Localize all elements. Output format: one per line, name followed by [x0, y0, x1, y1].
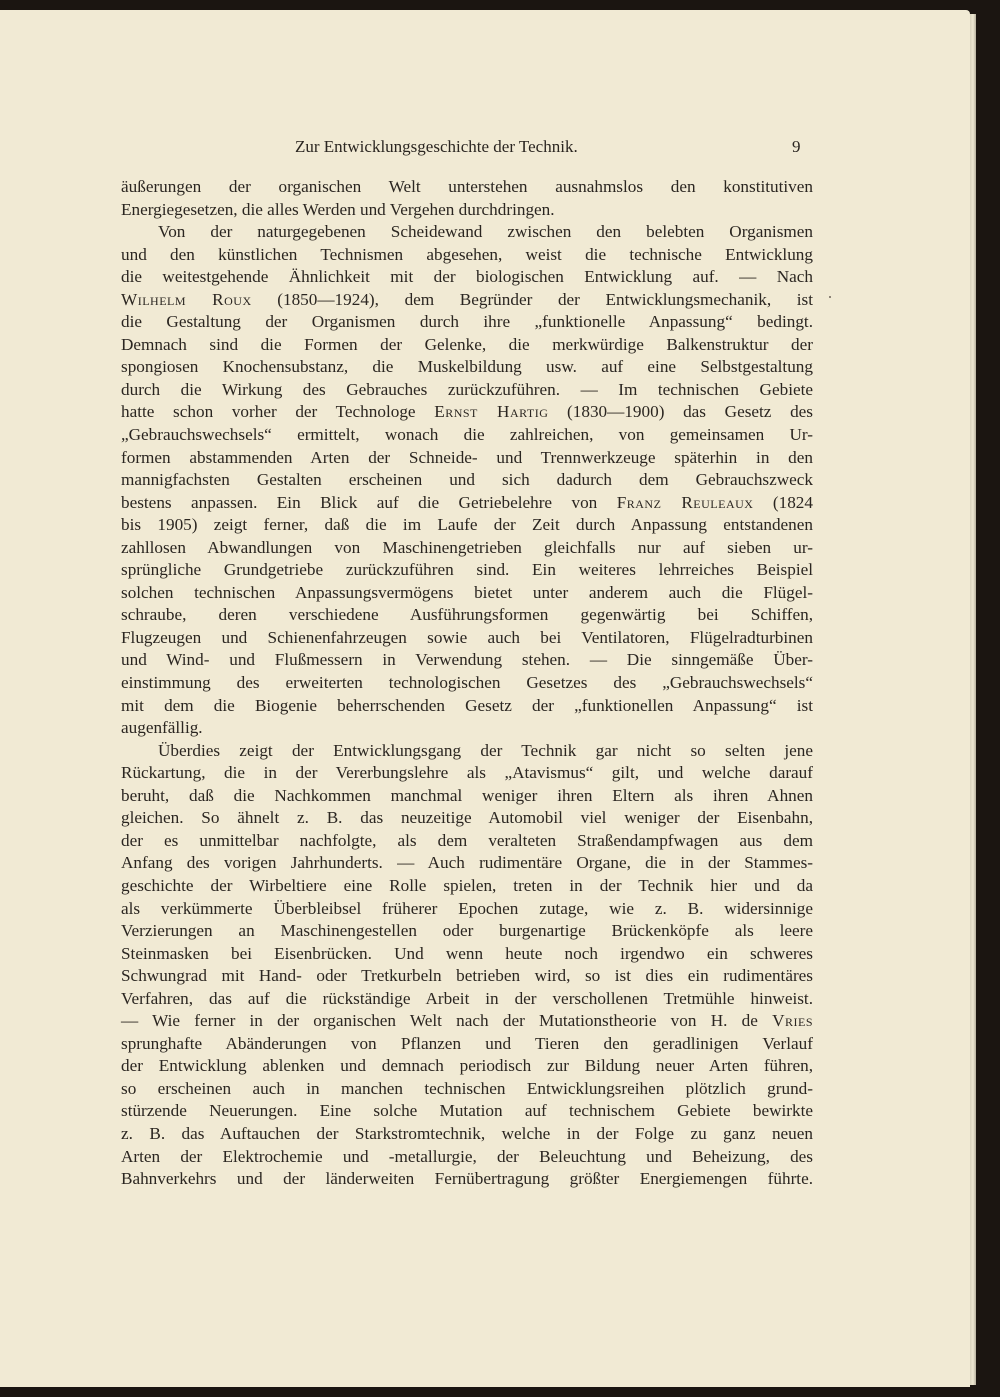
text-line	[121, 244, 813, 267]
text-segment: bis 1905) zeigt ferner, daß die im Laufe der Zeit durch Anpassung entstandenen	[121, 515, 813, 535]
text-line	[121, 943, 813, 966]
text-segment: solchen technischen Anpassungsvermögens bietet unter anderem auch die Flügel-	[121, 582, 813, 602]
page-edge	[970, 14, 976, 1385]
text-segment: zahllosen Abwandlungen von Maschinengetrieben gleichfalls nur auf sieben ur-	[121, 537, 813, 557]
text-line	[121, 492, 813, 515]
paper-speck	[829, 296, 831, 298]
text-line	[121, 1146, 813, 1169]
text-segment: Rückartung, die in der Vererbungslehre als „Atavismus“ gilt, und welche darauf	[121, 763, 813, 783]
page-number: 9	[792, 137, 801, 156]
text-line	[121, 875, 813, 898]
text-segment: einstimmung des erweiterten technologischen Gesetzes des „Gebrauchswechsels“	[121, 673, 813, 693]
text-line	[121, 424, 813, 447]
text-line	[121, 965, 813, 988]
text-line	[121, 311, 813, 334]
text-segment: und Wind- und Flußmessern in Verwendung stehen. — Die sinngemäße Über-	[121, 650, 813, 670]
text-line	[121, 199, 813, 222]
text-line	[121, 1010, 813, 1033]
running-header	[120, 137, 820, 159]
person-name: Franz Reuleaux	[616, 492, 754, 512]
text-segment: sprunghafte Abänderungen von Pflanzen und Tieren den geradlinigen Verlauf	[121, 1033, 813, 1053]
text-line	[121, 1078, 813, 1101]
text-line	[121, 1100, 813, 1123]
text-segment: Demnach sind die Formen der Gelenke, die merkwürdige Balkenstruktur der	[121, 334, 813, 354]
text-segment: Bahnverkehrs und der länderweiten Fernübertragung größter Energiemengen führte.	[121, 1169, 813, 1189]
text-segment: durch die Wirkung des Gebrauches zurückzuführen. — Im technischen Gebiete	[121, 379, 813, 399]
text-line	[121, 1123, 813, 1146]
text-segment: Arten der Elektrochemie und -metallurgie, der Beleuchtung und Beheizung, des	[121, 1146, 813, 1166]
body-text	[121, 176, 813, 1191]
text-segment: schraube, deren verschiedene Ausführungsformen gegenwärtig bei Schiffen,	[121, 605, 813, 625]
text-line	[121, 176, 813, 199]
text-segment: Verfahren, das auf die rückständige Arbeit in der verschollenen Tretmühle hinweist.	[121, 988, 813, 1008]
text-segment: der Entwicklung ablenken und demnach periodisch zur Bildung neuer Arten führen,	[121, 1056, 813, 1076]
text-line	[121, 266, 813, 289]
text-segment: bestens anpassen. Ein Blick auf die Getriebelehre von	[121, 492, 617, 512]
text-line	[121, 1033, 813, 1056]
text-segment: sprüngliche Grundgetriebe zurückzuführen sind. Ein weiteres lehrreiches Beispiel	[121, 560, 813, 580]
text-segment: gleichen. So ähnelt z. B. das neuzeitige Automobil viel weniger der Eisenbahn,	[121, 808, 813, 828]
text-segment: äußerungen der organischen Welt unterstehen ausnahmslos den konstitutiven	[121, 177, 813, 196]
text-segment: Flugzeugen und Schienenfahrzeugen sowie auch bei Ventilatoren, Flügelradturbinen	[121, 627, 813, 647]
text-line	[121, 379, 813, 402]
text-segment: hatte schon vorher der Technologe	[121, 402, 435, 422]
text-line	[121, 627, 813, 650]
text-segment: Überdies zeigt der Entwicklungsgang der Technik gar nicht so selten jene	[158, 740, 813, 760]
text-line	[121, 356, 813, 379]
text-line	[121, 401, 813, 424]
text-segment: der es unmittelbar nachfolgte, als dem veralteten Straßendampfwagen aus dem	[121, 830, 813, 850]
text-line	[121, 920, 813, 943]
text-segment: als verkümmerte Überbleibsel früherer Epochen zutage, wie z. B. widersinnige	[121, 898, 813, 918]
text-line	[121, 582, 813, 605]
person-name: Vries	[772, 1011, 813, 1031]
text-line	[121, 289, 813, 312]
text-line	[121, 559, 813, 582]
text-segment: Steinmasken bei Eisenbrücken. Und wenn heute noch irgendwo ein schweres	[121, 943, 813, 963]
text-segment: Schwungrad mit Hand- oder Tretkurbeln betrieben wird, so ist dies ein rudimentäres	[121, 966, 813, 986]
text-segment: die weitestgehende Ähnlichkeit mit der biologischen Entwicklung auf. — Nach	[121, 267, 813, 287]
text-segment: (1850—1924), dem Begründer der Entwicklungsmechanik, ist	[251, 289, 813, 309]
text-segment: Anfang des vorigen Jahrhunderts. — Auch rudimentäre Organe, die in der Stammes-	[121, 853, 813, 873]
text-segment: die Gestaltung der Organismen durch ihre „funktionelle Anpassung“ bedingt.	[121, 312, 813, 332]
text-line	[121, 717, 813, 740]
text-line	[121, 672, 813, 695]
text-line	[121, 1055, 813, 1078]
text-segment: — Wie ferner in der organischen Welt nach der Mutationstheorie von H. de	[121, 1011, 773, 1031]
text-segment: so erscheinen auch in manchen technischen Entwicklungsreihen plötzlich grund-	[121, 1078, 813, 1098]
text-line	[121, 807, 813, 830]
text-segment: spongiosen Knochensubstanz, die Muskelbildung usw. auf eine Selbstgestaltung	[121, 357, 813, 377]
text-line	[121, 740, 813, 763]
text-segment: mit dem die Biogenie beherrschenden Gesetz der „funktionellen Anpassung“ ist	[121, 695, 813, 715]
text-line	[121, 1168, 813, 1191]
text-line	[121, 762, 813, 785]
text-segment: mannigfachsten Gestalten erscheinen und sich dadurch dem Gebrauchszweck	[121, 470, 813, 490]
text-line	[121, 695, 813, 718]
text-segment: Verzierungen an Maschinengestellen oder burgenartige Brückenköpfe als leere	[121, 921, 813, 941]
person-name: Wilhelm Roux	[121, 289, 252, 309]
text-line	[121, 898, 813, 921]
text-line	[121, 785, 813, 808]
text-line	[121, 830, 813, 853]
text-segment: (1824	[753, 492, 813, 512]
text-line	[121, 221, 813, 244]
text-line	[121, 852, 813, 875]
text-segment: und den künstlichen Technismen abgesehen, weist die technische Entwicklung	[121, 244, 813, 264]
text-segment: Energiegesetzen, die alles Werden und Vergehen durchdringen.	[121, 199, 555, 219]
text-segment: stürzende Neuerungen. Eine solche Mutation auf technischem Gebiete bewirkte	[121, 1101, 813, 1121]
text-segment: formen abstammenden Arten der Schneide- und Trennwerkzeuge späterhin in den	[121, 447, 813, 467]
text-segment: Von der naturgegebenen Scheidewand zwischen den belebten Organismen	[158, 222, 813, 242]
text-segment: „Gebrauchswechsels“ ermittelt, wonach die zahlreichen, von gemeinsamen Ur-	[121, 425, 813, 445]
text-line	[121, 649, 813, 672]
text-line	[121, 334, 813, 357]
text-segment: geschichte der Wirbeltiere eine Rolle spielen, treten in der Technik hier und da	[121, 875, 813, 895]
text-line	[121, 514, 813, 537]
running-title: Zur Entwicklungsgeschichte der Technik.	[295, 137, 578, 156]
text-segment: beruht, daß die Nachkommen manchmal weniger ihren Eltern als ihren Ahnen	[121, 785, 813, 805]
text-segment: (1830—1900) das Gesetz des	[548, 402, 813, 422]
text-line	[121, 537, 813, 560]
text-line	[121, 447, 813, 470]
text-line	[121, 604, 813, 627]
text-line	[121, 988, 813, 1011]
person-name: Ernst Hartig	[434, 402, 549, 422]
text-line	[121, 469, 813, 492]
text-segment: z. B. das Auftauchen der Starkstromtechnik, welche in der Folge zu ganz neuen	[121, 1123, 813, 1143]
text-segment: augenfällig.	[121, 718, 203, 738]
